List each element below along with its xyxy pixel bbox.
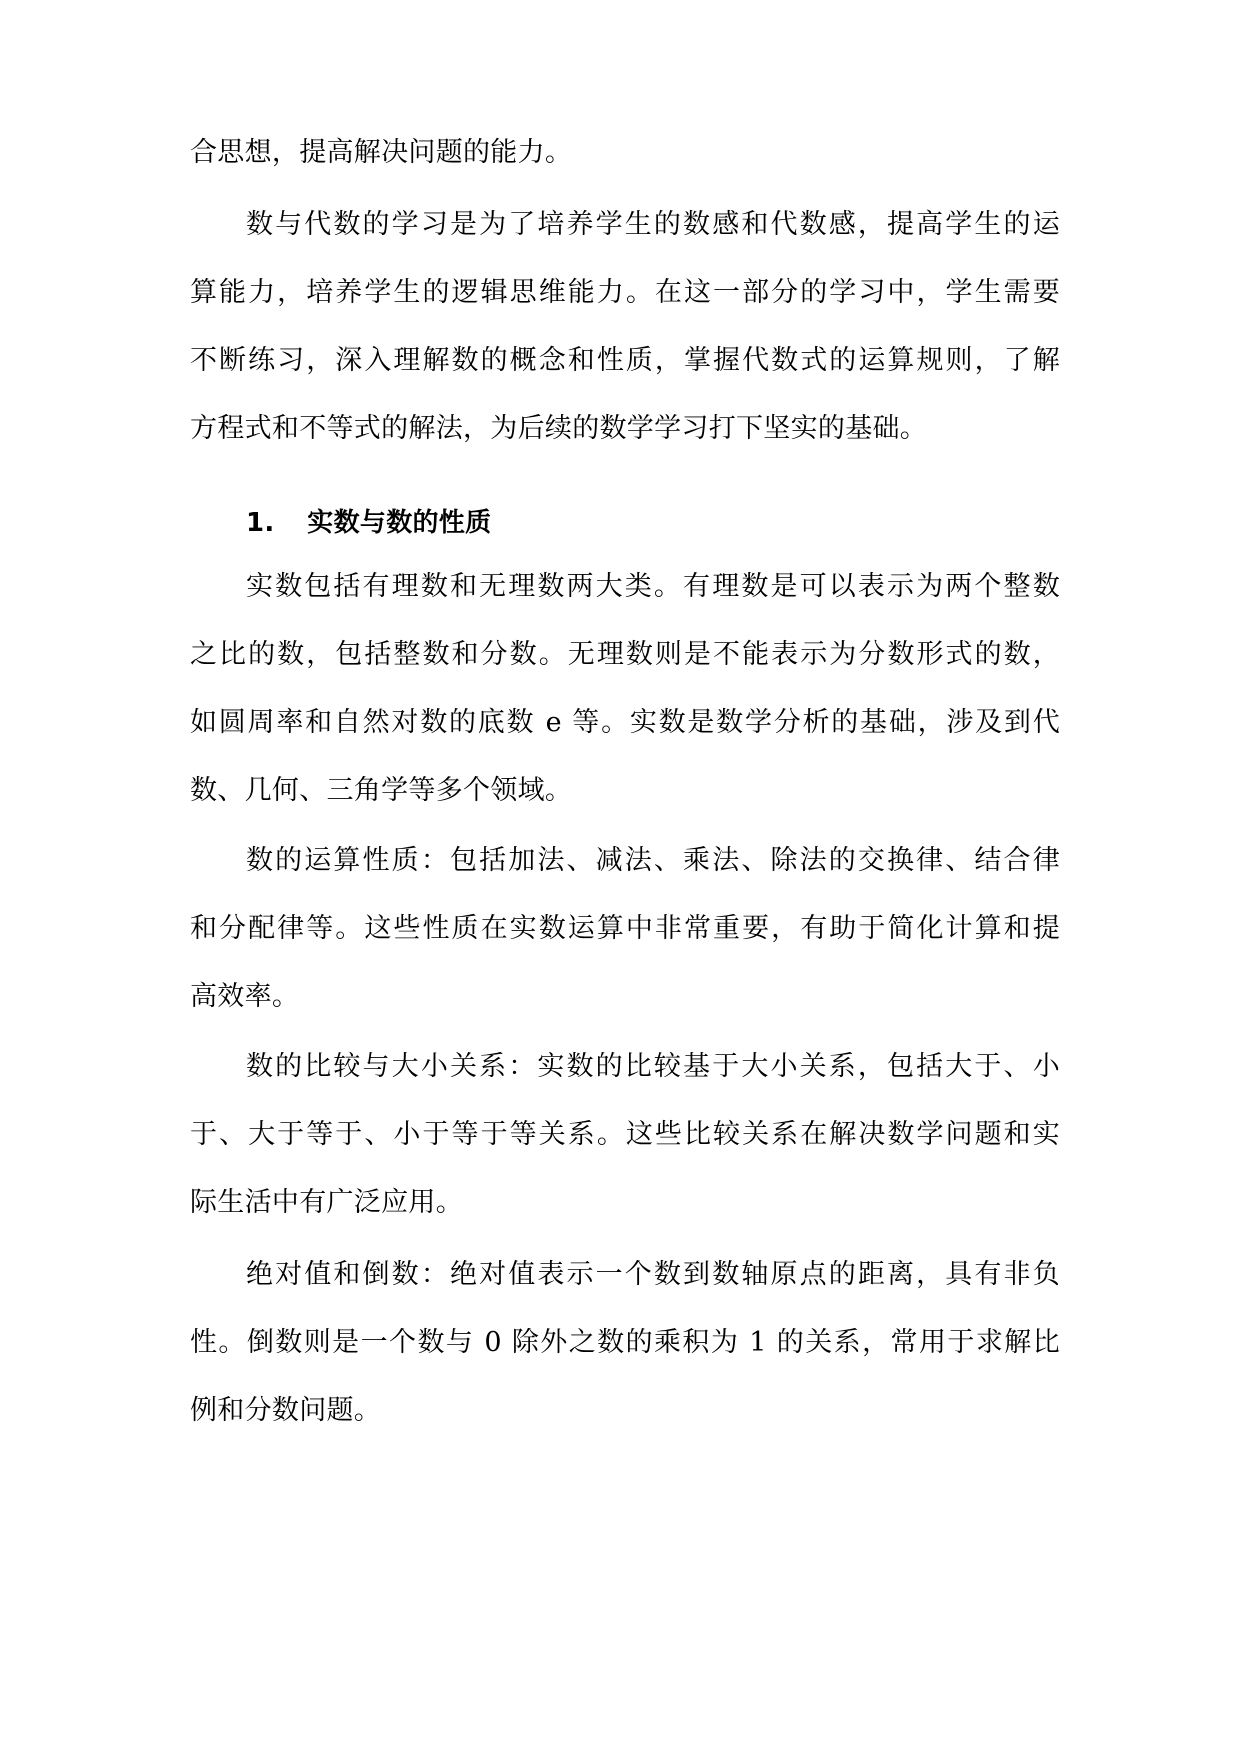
section-number: 1.: [246, 508, 275, 538]
paragraph-line: 高效率。: [190, 981, 300, 1012]
paragraph-line: 际生活中有广泛应用。: [190, 1187, 463, 1218]
paragraph-line: 不断练习，深入理解数的概念和性质，掌握代数式的运算规则，了解: [190, 345, 1060, 376]
paragraph-line: 数的比较与大小关系：实数的比较基于大小关系，包括大于、小: [246, 1051, 1060, 1082]
paragraph-line: 算能力，培养学生的逻辑思维能力。在这一部分的学习中，学生需要: [190, 277, 1060, 308]
paragraph-line: 例和分数问题。: [190, 1395, 382, 1426]
paragraph-line: 之比的数，包括整数和分数。无理数则是不能表示为分数形式的数，: [190, 639, 1060, 670]
paragraph-line: 和分配律等。这些性质在实数运算中非常重要，有助于简化计算和提: [190, 913, 1060, 944]
paragraph-line: 如圆周率和自然对数的底数 e 等。实数是数学分析的基础，涉及到代: [190, 707, 1060, 738]
paragraph-line: 数、几何、三角学等多个领域。: [190, 775, 573, 806]
paragraph-line: 数的运算性质：包括加法、减法、乘法、除法的交换律、结合律: [246, 845, 1060, 876]
paragraph-line: 数与代数的学习是为了培养学生的数感和代数感，提高学生的运: [246, 209, 1060, 240]
paragraph-line: 绝对值和倒数：绝对值表示一个数到数轴原点的距离，具有非负: [246, 1259, 1060, 1290]
section-heading: [246, 503, 1060, 543]
paragraph-line: 合思想，提高解决问题的能力。: [190, 137, 573, 168]
paragraph-line: 实数包括有理数和无理数两大类。有理数是可以表示为两个整数: [246, 571, 1060, 602]
paragraph-line: 于、大于等于、小于等于等关系。这些比较关系在解决数学问题和实: [190, 1119, 1060, 1150]
section-title: 实数与数的性质: [307, 508, 492, 538]
paragraph-line: 方程式和不等式的解法，为后续的数学学习打下坚实的基础。: [190, 413, 928, 444]
paragraph-line: 性。倒数则是一个数与 0 除外之数的乘积为 1 的关系，常用于求解比: [190, 1327, 1060, 1358]
